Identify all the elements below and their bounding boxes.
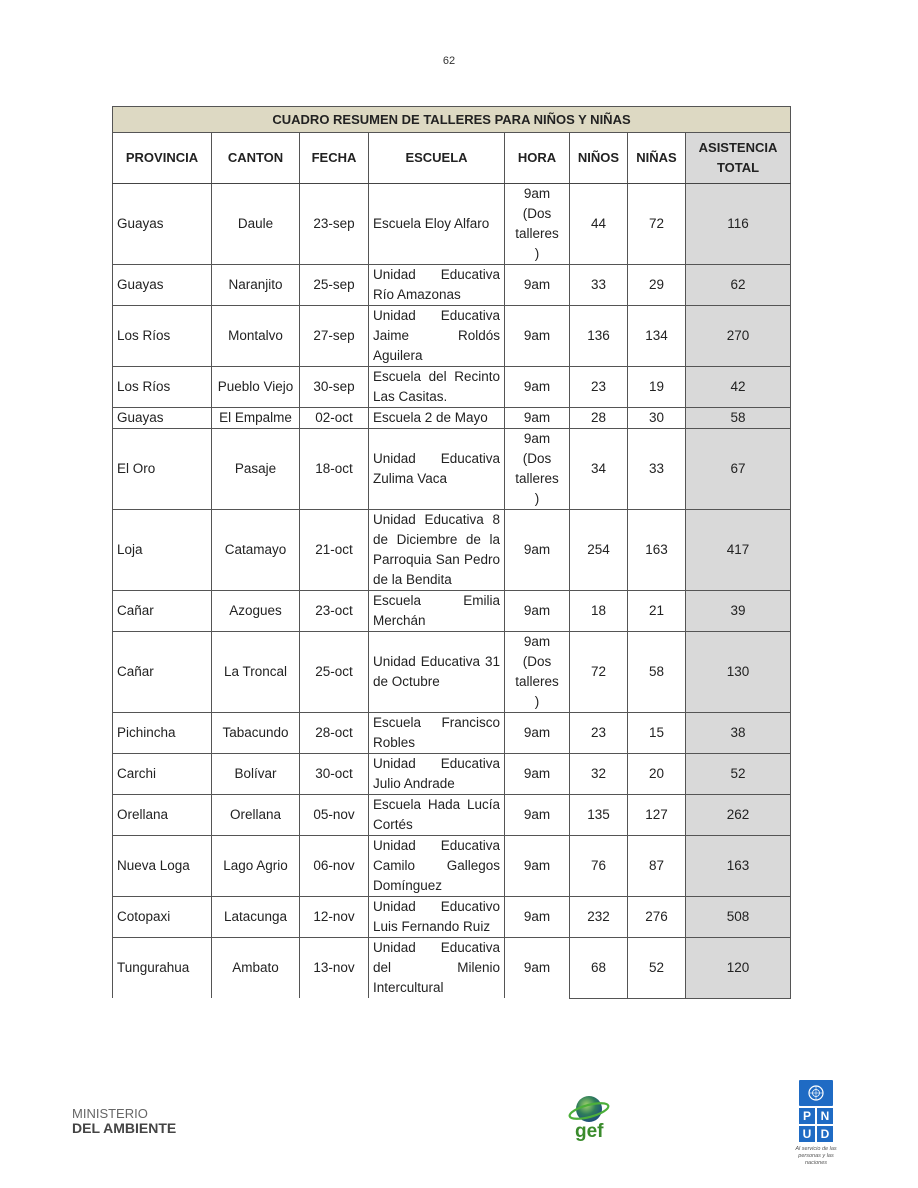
cell-provincia: El Oro <box>113 429 212 510</box>
cell-fecha: 18-oct <box>300 429 369 510</box>
cell-fecha: 28-oct <box>300 713 369 754</box>
cell-ninos: 18 <box>570 591 628 632</box>
cell-provincia: Orellana <box>113 795 212 836</box>
cell-ninas: 33 <box>628 429 686 510</box>
cell-ninos: 34 <box>570 429 628 510</box>
cell-hora: 9am <box>505 306 570 367</box>
cell-hora: 9am (Dos talleres ) <box>505 429 570 510</box>
cell-canton: Orellana <box>212 795 300 836</box>
cell-ninas: 163 <box>628 510 686 591</box>
cell-escuela: Escuela del Recinto Las Casitas. <box>369 367 505 408</box>
cell-fecha: 27-sep <box>300 306 369 367</box>
cell-canton: El Empalme <box>212 408 300 429</box>
cell-fecha: 05-nov <box>300 795 369 836</box>
pnud-letter-p: P <box>799 1108 815 1124</box>
pnud-logo <box>795 1080 837 1167</box>
header-ninas: NIÑAS <box>628 133 686 184</box>
ministerio-line1: MINISTERIO <box>72 1106 148 1121</box>
cell-canton: Daule <box>212 184 300 265</box>
cell-provincia: Pichincha <box>113 713 212 754</box>
table-row <box>113 795 791 836</box>
workshop-summary-table <box>112 106 791 999</box>
cell-hora: 9am (Dos talleres ) <box>505 184 570 265</box>
cell-ninas: 134 <box>628 306 686 367</box>
cell-canton: Lago Agrio <box>212 836 300 897</box>
table-row <box>113 184 791 265</box>
cell-escuela: Unidad Educativa Zulima Vaca <box>369 429 505 510</box>
cell-ninos: 33 <box>570 265 628 306</box>
cell-canton: Pueblo Viejo <box>212 367 300 408</box>
cell-asistencia-total: 116 <box>686 184 791 265</box>
cell-asistencia-total: 67 <box>686 429 791 510</box>
cell-ninos: 232 <box>570 897 628 938</box>
cell-ninos: 44 <box>570 184 628 265</box>
cell-provincia: Los Ríos <box>113 367 212 408</box>
cell-fecha: 30-oct <box>300 754 369 795</box>
cell-ninas: 30 <box>628 408 686 429</box>
cell-hora: 9am <box>505 897 570 938</box>
cell-provincia: Carchi <box>113 754 212 795</box>
cell-ninas: 15 <box>628 713 686 754</box>
cell-ninos: 32 <box>570 754 628 795</box>
cell-asistencia-total: 58 <box>686 408 791 429</box>
cell-ninos: 23 <box>570 713 628 754</box>
table-row <box>113 897 791 938</box>
header-fecha: FECHA <box>300 133 369 184</box>
cell-ninas: 58 <box>628 632 686 713</box>
cell-hora: 9am <box>505 510 570 591</box>
cell-escuela: Unidad Educativa 8 de Diciembre de la Parroquia San Pedro de la Bendita <box>369 510 505 591</box>
pnud-letter-u: U <box>799 1126 815 1142</box>
cell-asistencia-total: 508 <box>686 897 791 938</box>
cell-asistencia-total: 62 <box>686 265 791 306</box>
ministerio-ambiente-logo <box>72 1107 176 1135</box>
cell-ninos: 28 <box>570 408 628 429</box>
cell-canton: Catamayo <box>212 510 300 591</box>
cell-ninos: 23 <box>570 367 628 408</box>
header-canton: CANTON <box>212 133 300 184</box>
cell-hora: 9am <box>505 265 570 306</box>
cell-asistencia-total: 130 <box>686 632 791 713</box>
cell-fecha: 21-oct <box>300 510 369 591</box>
table-row <box>113 938 791 999</box>
table-row <box>113 632 791 713</box>
cell-ninos: 254 <box>570 510 628 591</box>
cell-asistencia-total: 39 <box>686 591 791 632</box>
cell-escuela: Escuela Eloy Alfaro <box>369 184 505 265</box>
cell-provincia: Guayas <box>113 408 212 429</box>
cell-provincia: Loja <box>113 510 212 591</box>
table-title: CUADRO RESUMEN DE TALLERES PARA NIÑOS Y NIÑAS <box>113 107 791 133</box>
cell-ninas: 127 <box>628 795 686 836</box>
cell-fecha: 23-sep <box>300 184 369 265</box>
cell-hora: 9am <box>505 795 570 836</box>
header-asistencia-total: ASISTENCIA TOTAL <box>686 133 791 184</box>
cell-fecha: 25-sep <box>300 265 369 306</box>
cell-asistencia-total: 163 <box>686 836 791 897</box>
page-number: 62 <box>442 55 456 67</box>
cell-canton: Latacunga <box>212 897 300 938</box>
cell-asistencia-total: 417 <box>686 510 791 591</box>
table-row <box>113 429 791 510</box>
pnud-letter-d: D <box>817 1126 833 1142</box>
cell-ninas: 276 <box>628 897 686 938</box>
table-row <box>113 510 791 591</box>
cell-escuela: Escuela Francisco Robles <box>369 713 505 754</box>
cell-canton: Pasaje <box>212 429 300 510</box>
cell-canton: Bolívar <box>212 754 300 795</box>
cell-canton: Azogues <box>212 591 300 632</box>
cell-ninas: 52 <box>628 938 686 999</box>
cell-ninas: 20 <box>628 754 686 795</box>
footer-logos <box>0 1075 918 1185</box>
cell-fecha: 30-sep <box>300 367 369 408</box>
cell-escuela: Unidad Educativo Luis Fernando Ruiz <box>369 897 505 938</box>
cell-hora: 9am <box>505 754 570 795</box>
cell-canton: Tabacundo <box>212 713 300 754</box>
cell-provincia: Los Ríos <box>113 306 212 367</box>
gef-logo <box>565 1093 615 1143</box>
cell-hora: 9am (Dos talleres ) <box>505 632 570 713</box>
cell-escuela: Escuela Emilia Merchán <box>369 591 505 632</box>
cell-provincia: Guayas <box>113 184 212 265</box>
cell-fecha: 02-oct <box>300 408 369 429</box>
cell-ninas: 87 <box>628 836 686 897</box>
cell-escuela: Escuela 2 de Mayo <box>369 408 505 429</box>
header-ninos: NIÑOS <box>570 133 628 184</box>
cell-hora: 9am <box>505 591 570 632</box>
cell-escuela: Unidad Educativa Jaime Roldós Aguilera <box>369 306 505 367</box>
cell-ninos: 76 <box>570 836 628 897</box>
cell-canton: La Troncal <box>212 632 300 713</box>
cell-fecha: 25-oct <box>300 632 369 713</box>
cell-ninos: 136 <box>570 306 628 367</box>
cell-hora: 9am <box>505 713 570 754</box>
pnud-letter-n: N <box>817 1108 833 1124</box>
table-row <box>113 265 791 306</box>
cell-hora: 9am <box>505 938 570 999</box>
table-row <box>113 306 791 367</box>
cell-asistencia-total: 262 <box>686 795 791 836</box>
table-row <box>113 367 791 408</box>
cell-escuela: Escuela Hada Lucía Cortés <box>369 795 505 836</box>
cell-ninas: 72 <box>628 184 686 265</box>
cell-provincia: Cañar <box>113 632 212 713</box>
cell-asistencia-total: 120 <box>686 938 791 999</box>
cell-provincia: Tungurahua <box>113 938 212 999</box>
cell-canton: Ambato <box>212 938 300 999</box>
gef-label: gef <box>575 1121 604 1142</box>
table-row <box>113 591 791 632</box>
cell-asistencia-total: 270 <box>686 306 791 367</box>
cell-asistencia-total: 52 <box>686 754 791 795</box>
cell-hora: 9am <box>505 408 570 429</box>
header-hora: HORA <box>505 133 570 184</box>
cell-hora: 9am <box>505 367 570 408</box>
cell-asistencia-total: 38 <box>686 713 791 754</box>
cell-provincia: Cotopaxi <box>113 897 212 938</box>
cell-escuela: Unidad Educativa Río Amazonas <box>369 265 505 306</box>
table-row <box>113 408 791 429</box>
cell-provincia: Guayas <box>113 265 212 306</box>
cell-escuela: Unidad Educativa Julio Andrade <box>369 754 505 795</box>
cell-ninos: 135 <box>570 795 628 836</box>
un-emblem-icon <box>799 1080 833 1106</box>
cell-ninos: 72 <box>570 632 628 713</box>
cell-fecha: 12-nov <box>300 897 369 938</box>
cell-hora: 9am <box>505 836 570 897</box>
cell-provincia: Nueva Loga <box>113 836 212 897</box>
cell-ninas: 29 <box>628 265 686 306</box>
header-escuela: ESCUELA <box>369 133 505 184</box>
cell-fecha: 06-nov <box>300 836 369 897</box>
table-row <box>113 836 791 897</box>
cell-ninos: 68 <box>570 938 628 999</box>
cell-ninas: 21 <box>628 591 686 632</box>
cell-asistencia-total: 42 <box>686 367 791 408</box>
cell-canton: Montalvo <box>212 306 300 367</box>
table-row <box>113 754 791 795</box>
table-row <box>113 713 791 754</box>
ministerio-line2: DEL AMBIENTE <box>72 1120 177 1136</box>
cell-ninas: 19 <box>628 367 686 408</box>
cell-provincia: Cañar <box>113 591 212 632</box>
cell-fecha: 23-oct <box>300 591 369 632</box>
cell-escuela: Unidad Educativa Camilo Gallegos Domínguez <box>369 836 505 897</box>
cell-escuela: Unidad Educativa 31 de Octubre <box>369 632 505 713</box>
header-row <box>113 133 791 184</box>
cell-fecha: 13-nov <box>300 938 369 999</box>
cell-canton: Naranjito <box>212 265 300 306</box>
cell-escuela: Unidad Educativa del Milenio Intercultural <box>369 938 505 999</box>
header-provincia: PROVINCIA <box>113 133 212 184</box>
pnud-tagline: Al servicio de las personas y las naciones <box>795 1146 837 1166</box>
